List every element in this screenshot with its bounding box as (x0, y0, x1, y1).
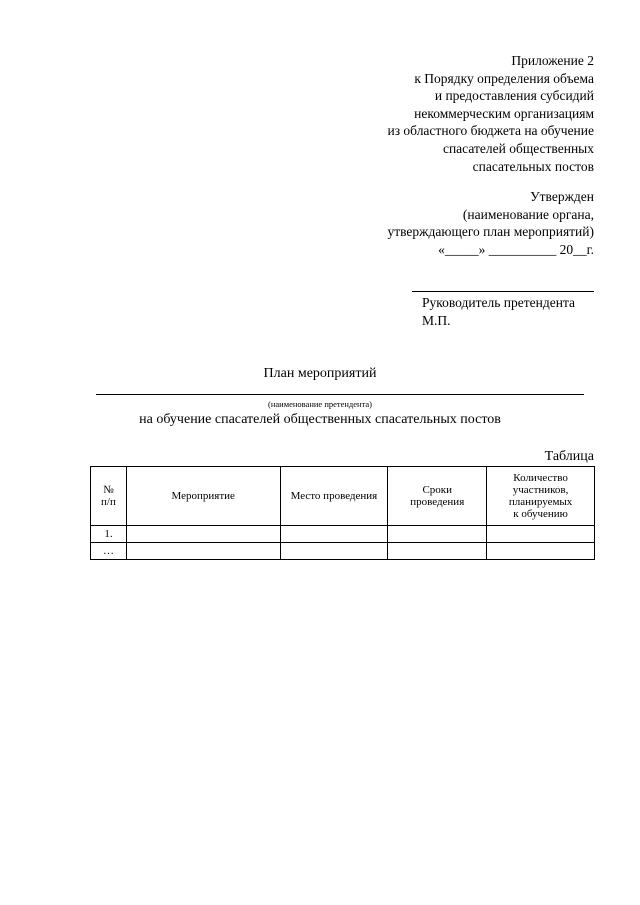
plan-table (90, 466, 595, 560)
header-dates (388, 467, 487, 526)
approval-line: Утвержден (530, 189, 594, 204)
plan-subtitle: на обучение спасателей общественных спасательных постов (139, 412, 501, 427)
appendix-line: к Порядку определения объема (414, 70, 594, 86)
table-row (91, 526, 595, 543)
applicant-name-caption: (наименование претендента) (268, 399, 372, 409)
signature-block (422, 294, 575, 329)
header-text: проведения (410, 496, 465, 508)
header-event (126, 467, 280, 526)
signature-title: Руководитель претендента (422, 295, 576, 310)
appendix-line: из областного бюджета на обучение (387, 123, 594, 139)
appendix-line: некоммерческим организациям (414, 105, 594, 121)
table-cell (487, 543, 595, 560)
signature-line (412, 291, 594, 292)
table-cell: … (91, 543, 127, 560)
table-row (91, 543, 595, 560)
appendix-line: спасателей общественных (442, 140, 594, 156)
appendix-line: и предоставления субсидий (434, 88, 594, 104)
approval-line: (наименование органа, (462, 206, 594, 222)
header-text: п/п (101, 496, 116, 508)
header-text: № (103, 484, 114, 496)
header-text: Сроки (422, 484, 453, 496)
approval-line: утверждающего план мероприятий) (387, 224, 594, 240)
table-cell (280, 526, 388, 543)
table-cell (388, 526, 487, 543)
stamp-label: М.П. (422, 312, 451, 328)
header-location (280, 467, 388, 526)
applicant-name-line (96, 394, 584, 395)
header-text: Место проведения (290, 490, 378, 502)
header-text: к обучению (513, 508, 568, 520)
appendix-block (387, 52, 594, 175)
table-header-row (91, 467, 595, 526)
table-cell (280, 543, 388, 560)
plan-title: План мероприятий (263, 366, 377, 381)
header-text: Мероприятие (171, 490, 235, 502)
table-cell: 1. (91, 526, 127, 543)
table-label: Таблица (544, 449, 594, 464)
appendix-line: спасательных постов (472, 158, 594, 174)
header-participants (487, 467, 595, 526)
header-number (91, 467, 127, 526)
table-cell (487, 526, 595, 543)
header-text: планируемых (508, 496, 573, 508)
appendix-line: Приложение 2 (511, 53, 594, 68)
table-cell (126, 526, 280, 543)
header-text: участников, (512, 484, 569, 496)
approval-date-line: «_____» __________ 20__г. (438, 241, 594, 257)
approval-block (387, 188, 594, 258)
table-cell (126, 543, 280, 560)
header-text: Количество (513, 472, 568, 484)
table-cell (388, 543, 487, 560)
